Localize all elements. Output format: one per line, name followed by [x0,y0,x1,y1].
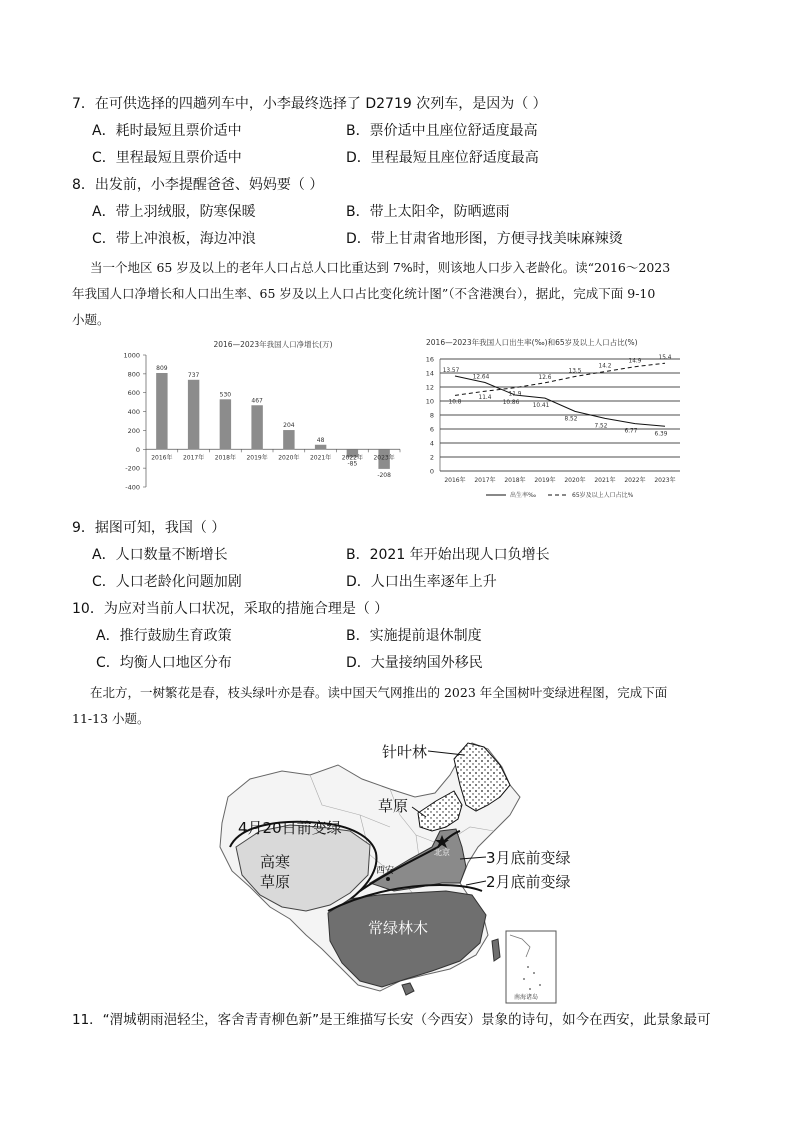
q9-option-a: A．人口数量不断增长 [92,547,228,563]
line-y-tick-label: 8 [429,411,434,420]
q9-option-d: D．人口出生率逐年上升 [346,574,497,590]
bar [315,445,326,450]
bar-x-tick-label: 2019年 [246,454,268,462]
intro-leaves [72,680,740,732]
q8-option-a: A．带上羽绒服，防寒保暖 [92,204,256,220]
net-growth-bar-chart [110,335,410,500]
bar-y-tick-label: 800 [127,370,140,379]
aging-ratio-data-label: 14.2 [598,363,612,370]
label-feb: 2月底前变绿 [486,873,571,891]
bar-y-tick-label: 0 [135,445,140,454]
q8-option-d: D．带上甘肃省地形图，方便寻找美味麻辣烫 [346,231,623,247]
intro-population-line3: 小题。 [72,312,110,327]
line-y-tick-label: 16 [425,355,434,364]
q10-option-c: C．均衡人口地区分布 [96,655,232,671]
bar-data-label: -208 [377,471,391,479]
birth-rate-data-label: 6.77 [624,428,638,435]
aging-ratio-data-label: 13.5 [568,368,582,375]
q8-stem: 8．出发前，小李提醒爸爸、妈妈要（ ） [72,177,324,193]
label-conifer: 针叶林 [382,743,428,761]
intro-population [72,255,740,333]
bar-data-label: 737 [187,371,200,379]
q7-option-d: D．里程最短且座位舒适度最高 [346,150,539,166]
label-march: 3月底前变绿 [486,849,571,867]
legend-aging-label: 65岁及以上人口占比% [572,492,634,499]
evergreen-region [328,891,486,987]
q10-option-a: A．推行鼓励生育政策 [96,628,232,644]
bar-data-label: 530 [219,391,232,399]
birth-rate-data-label: 13.57 [442,368,460,375]
intro-population-line2: 年我国人口净增长和人口出生率、65 岁及以上人口占比变化统计图”（不含港澳台），据此，完成下面 9-10 [72,286,656,301]
line-x-tick-label: 2021年 [594,477,616,484]
line-chart-title: 2016—2023年我国人口出生率(‰)和65岁及以上人口占比(%) [426,338,638,347]
line-y-tick-label: 2 [429,453,434,462]
line-y-tick-label: 4 [429,439,434,448]
line-x-tick-label: 2020年 [564,477,586,484]
q7-stem: 7．在可供选择的四趟列车中，小李最终选择了 D2719 次列车，是因为（ ） [72,96,547,112]
q7-option-a: A．耗时最短且票价适中 [92,123,242,139]
birthrate-aging-line-chart [418,335,698,505]
south-china-sea-inset [506,931,556,1003]
label-apr20: 4月20日前变绿 [238,819,342,837]
bar-chart-title: 2016—2023年我国人口净增长(万) [213,340,333,349]
bar-x-tick-label: 2021年 [309,454,332,462]
aging-ratio-data-label: 15.4 [658,355,672,362]
birth-rate-data-label: 7.52 [594,423,608,430]
q10-stem: 10．为应对当前人口状况，采取的措施合理是（ ） [72,601,389,617]
line-x-tick-label: 2018年 [504,477,526,484]
legend-birth-rate-label: 出生率‰ [510,492,537,499]
line-x-tick-label: 2023年 [654,477,676,484]
label-alpine-2: 草原 [260,873,291,891]
bar-y-tick-label: 1000 [123,351,140,360]
line-x-tick-label: 2019年 [534,477,556,484]
birth-rate-data-label: 8.52 [564,416,578,423]
label-xian: 西安 [376,866,395,876]
line-y-tick-label: 10 [425,397,434,406]
birth-rate-data-label: 10.86 [502,399,520,406]
label-alpine-1: 高寒 [260,853,291,871]
line-x-tick-label: 2016年 [444,477,466,484]
bar-y-tick-label: -400 [125,483,140,492]
bar [220,399,231,449]
bar-x-tick-label: 2016年 [151,454,173,462]
q7-option-c: C．里程最短且票价适中 [92,150,242,166]
q9-option-b: B．2021 年开始出现人口负增长 [346,547,550,563]
bar-y-tick-label: 600 [127,389,140,398]
bar-y-tick-label: -200 [125,464,140,473]
intro-leaves-line2: 11-13 小题。 [72,711,150,726]
bar-x-tick-label: 2017年 [182,454,205,462]
label-inset: 南海诸岛 [514,994,539,1001]
label-beijing: 北京 [434,848,450,857]
bar-data-label: 204 [283,422,295,430]
line-x-tick-label: 2022年 [624,477,646,484]
bar-data-label: 467 [251,397,263,405]
intro-leaves-line1: 在北方，一树繁花是春，枝头绿叶亦是春。读中国天气网推出的 2023 年全国树叶变绿进程图，完成下面 [90,685,668,700]
q8-option-c: C．带上冲浪板，海边冲浪 [92,231,256,247]
bar-data-label: -85 [347,460,358,468]
line-y-tick-label: 6 [429,425,434,434]
bar-x-tick-label: 2020年 [278,454,300,462]
bar [188,380,199,449]
bar [156,373,167,449]
q8-option-b: B．带上太阳伞，防晒遮雨 [346,204,510,220]
q9-stem: 9．据图可知，我国（ ） [72,520,226,536]
q7-option-b: B．票价适中且座位舒适度最高 [346,123,538,139]
hainan-island [402,983,414,995]
bar-y-tick-label: 200 [127,426,140,435]
bar-x-tick-label: 2022年 [341,454,364,462]
q10-option-b: B．实施提前退休制度 [346,628,482,644]
line-x-tick-label: 2017年 [474,477,496,484]
q10-option-d: D．大量接纳国外移民 [346,655,483,671]
aging-ratio-data-label: 14.9 [628,358,642,365]
birth-rate-data-label: 6.39 [654,431,668,438]
aging-ratio-data-label: 12.6 [538,374,552,381]
line-y-tick-label: 12 [425,383,434,392]
label-evergreen: 常绿林木 [368,919,429,937]
aging-ratio-data-label: 11.9 [508,391,522,398]
bar-data-label: 809 [156,365,168,373]
aging-ratio-data-label: 11.4 [478,395,492,402]
line-y-tick-label: 14 [425,369,434,378]
birth-rate-data-label: 10.41 [532,403,550,410]
intro-population-line1: 当一个地区 65 岁及以上的老年人口占总人口比重达到 7%时，则该地人口步入老龄化。读“2016～2023 [90,260,671,275]
bar-x-tick-label: 2023年 [373,454,395,462]
bar-y-tick-label: 400 [127,408,140,417]
bar [283,430,294,449]
label-grassland: 草原 [378,797,409,815]
bar-x-tick-label: 2018年 [214,454,237,462]
line-y-tick-label: 0 [429,467,434,476]
q9-option-c: C．人口老龄化问题加剧 [92,574,242,590]
bar [251,405,262,449]
bar-data-label: 48 [316,436,325,444]
xian-marker [386,877,390,881]
birth-rate-data-label: 12.64 [472,374,490,381]
china-leaf-greening-map [210,735,580,1005]
taiwan-island [492,939,500,961]
q11-stem: 11．“渭城朝雨浥轻尘，客舍青青柳色新”是王维描写长安（今西安）景象的诗句，如今在西安，此景象最可 [72,1012,711,1028]
aging-ratio-data-label: 10.8 [448,399,462,406]
